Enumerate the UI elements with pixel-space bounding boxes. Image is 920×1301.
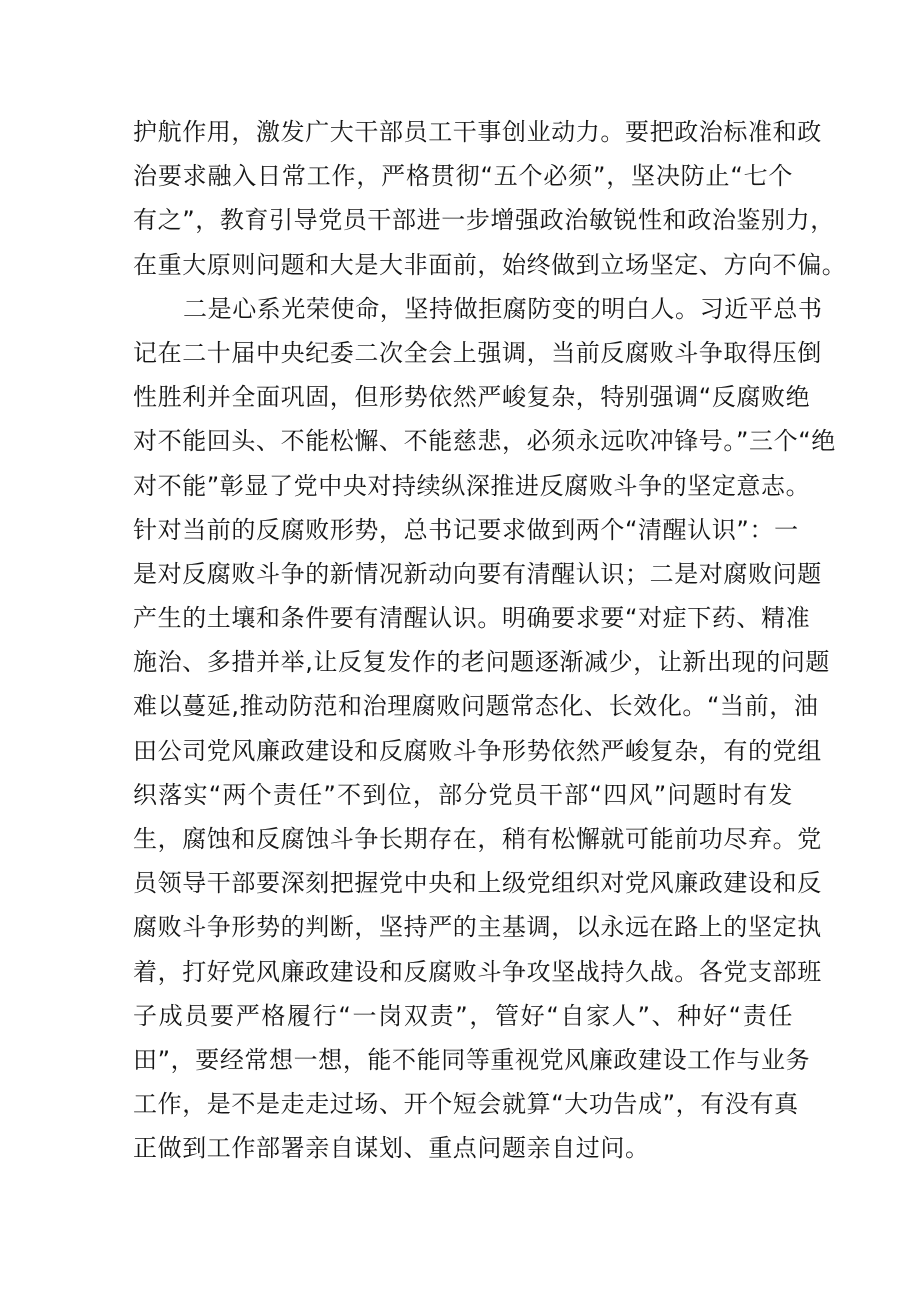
text-line: 腐败斗争形势的判断，坚持严的主基调，以永远在路上的坚定执	[133, 913, 822, 942]
text-line: 子成员要严格履行“一岗双责”，管好“自家人”、种好“责任	[133, 1001, 793, 1030]
text-line: 员领导干部要深刻把握党中央和上级党组织对党风廉政建设和反	[133, 869, 822, 898]
text-line: 有之”，教育引导党员干部进一步增强政治敏锐性和政治鉴别力，	[133, 206, 835, 235]
text-line: 针对当前的反腐败形势，总书记要求做到两个“清醒认识”：一	[133, 515, 799, 544]
text-line: 田”，要经常想一想，能不能同等重视党风廉政建设工作与业务	[133, 1045, 811, 1074]
text-line: 对不能”彰显了党中央对持续纵深推进反腐败斗争的坚定意志。	[133, 471, 811, 500]
document-body	[133, 110, 847, 1171]
paragraph-start-line: 二是心系光荣使命，坚持做拒腐防变的明白人。习近平总书	[183, 294, 823, 323]
text-line: 工作，是不是走走过场、开个短会就算“大功告成”，有没有真	[133, 1090, 799, 1119]
text-line: 记在二十届中央纪委二次全会上强调，当前反腐败斗争取得压倒	[133, 338, 822, 367]
text-line: 是对反腐败斗争的新情况新动向要有清醒认识；二是对腐败问题	[133, 559, 822, 588]
text-line: 田公司党风廉政建设和反腐败斗争形势依然严峻复杂，有的党组	[133, 736, 822, 765]
text-line: 施治、多措并举,让反复发作的老问题逐渐减少，让新出现的问题	[133, 648, 831, 677]
text-line: 在重大原则问题和大是大非面前，始终做到立场坚定、方向不偏。	[133, 250, 847, 279]
text-line: 治要求融入日常工作，严格贯彻“五个必须”，坚决防止“七个	[133, 162, 793, 191]
paragraph-end-line: 正做到工作部署亲自谋划、重点问题亲自过问。	[133, 1134, 650, 1163]
text-line: 对不能回头、不能松懈、不能慈悲，必须永远吹冲锋号。”三个“绝	[133, 427, 836, 456]
text-line: 护航作用，激发广大干部员工干事创业动力。要把政治标准和政	[133, 118, 822, 146]
text-line: 生，腐蚀和反腐蚀斗争长期存在，稍有松懈就可能前功尽弃。党	[133, 825, 822, 853]
text-line: 产生的土壤和条件要有清醒认识。明确要求要“对症下药、精准	[133, 604, 811, 633]
text-line: 难以蔓延,推动防范和治理腐败问题常态化、长效化。“当前，油	[133, 692, 819, 721]
text-line: 着，打好党风廉政建设和反腐败斗争攻坚战持久战。各党支部班	[133, 957, 822, 986]
text-line: 织落实“两个责任”不到位，部分党员干部“四风”问题时有发	[133, 780, 793, 809]
text-line: 性胜利并全面巩固，但形势依然严峻复杂，特别强调“反腐败绝	[133, 383, 811, 412]
